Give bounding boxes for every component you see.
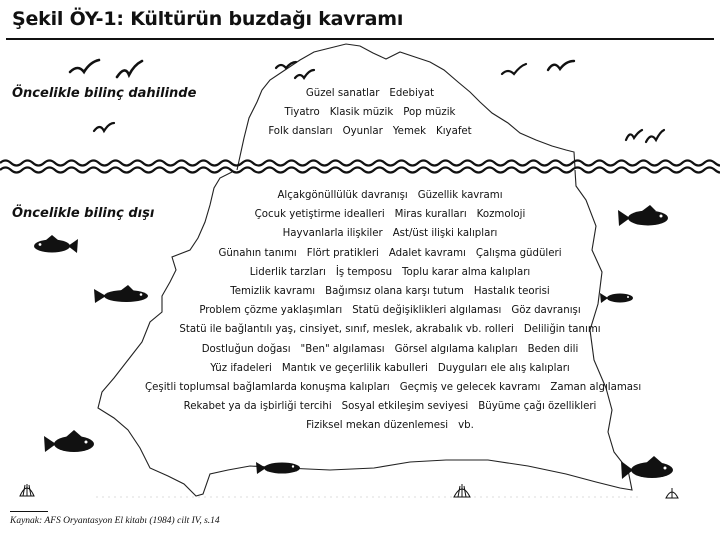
concept-item: Duyguları ele alış kalıpları (437, 362, 570, 374)
concept-item: Yemek (392, 126, 427, 138)
concept-line (140, 378, 640, 397)
concept-item: İş temposu (335, 266, 393, 278)
below-water-items (140, 186, 640, 436)
concept-item: vb. (458, 420, 474, 432)
concept-line (140, 282, 640, 301)
concept-item: Liderlik tarzları (249, 266, 326, 278)
concept-line (238, 84, 502, 103)
concept-item: Güzellik kavramı (417, 190, 503, 201)
concept-line (140, 224, 640, 243)
concept-item: Dostluğun doğası (201, 343, 291, 355)
concept-item: Fiziksel mekan düzenlemesi (306, 420, 449, 432)
concept-line (140, 186, 640, 205)
concept-line (140, 244, 640, 263)
source-caption: Kaynak: AFS Oryantasyon El kitabı (1984) cilt IV, s.14 (10, 516, 220, 526)
concept-item: Alçakgönüllülük davranışı (277, 190, 408, 201)
above-water-items (238, 84, 502, 142)
concept-item: Problem çözme yaklaşımları (199, 305, 343, 317)
concept-item: Edebiyat (389, 88, 435, 99)
concept-line (140, 359, 640, 378)
concept-item: Klasik müzik (329, 107, 394, 119)
label-conscious: Öncelikle bilinç dahilinde (12, 86, 197, 101)
concept-item: Oyunlar (342, 126, 383, 138)
fish-icon (34, 235, 78, 253)
concept-item: Göz davranışı (511, 305, 581, 317)
concept-item: Görsel algılama kalıpları (394, 343, 518, 355)
title-rule (6, 38, 714, 40)
concept-item: Ast/üst ilişki kalıpları (392, 228, 498, 240)
water-surface-wave (0, 161, 720, 166)
concept-item: Çocuk yetiştirme idealleri (254, 209, 385, 221)
concept-item: Çeşitli toplumsal bağlamlarda konuşma kalıpları (145, 382, 390, 394)
source-rule (10, 511, 48, 512)
concept-item: Güzel sanatlar (305, 88, 380, 99)
shell-icon (20, 484, 34, 496)
concept-item: Büyüme çağı özellikleri (478, 401, 597, 413)
bird-icon (548, 61, 574, 70)
bird-icon (94, 123, 114, 131)
concept-line (140, 301, 640, 320)
bird-icon (626, 130, 642, 140)
concept-item: Toplu karar alma kalıpları (402, 266, 531, 278)
concept-item: Zaman algılaması (550, 382, 642, 394)
concept-item: Kozmoloji (476, 209, 526, 221)
concept-item: Pop müzik (403, 107, 456, 119)
concept-line (140, 205, 640, 224)
concept-line (238, 122, 502, 141)
concept-item: Rekabet ya da işbirliği tercihi (183, 401, 332, 413)
concept-line (140, 263, 640, 282)
concept-item: Miras kuralları (394, 209, 467, 221)
concept-item: Tiyatro (284, 107, 320, 119)
concept-line (140, 320, 640, 339)
concept-item: Çalışma güdüleri (475, 247, 562, 259)
concept-line (140, 340, 640, 359)
fish-icon (44, 430, 94, 452)
concept-item: Günahın tanımı (218, 247, 297, 259)
concept-item: Sosyal etkileşim seviyesi (341, 401, 469, 413)
concept-item: Statü değişiklikleri algılaması (352, 305, 502, 317)
concept-line (140, 416, 640, 435)
concept-item: "Ben" algılaması (300, 343, 385, 355)
shell-icon (666, 488, 678, 498)
bird-icon (70, 60, 99, 72)
concept-item: Folk dansları (268, 126, 333, 138)
concept-item: Hayvanlarla ilişkiler (282, 228, 383, 240)
water-surface-wave (0, 168, 720, 173)
label-unconscious: Öncelikle bilinç dışı (12, 206, 155, 221)
concept-item: Adalet kavramı (388, 247, 466, 259)
concept-item: Flört pratikleri (306, 247, 379, 259)
bird-icon (502, 64, 526, 74)
bird-icon (295, 70, 314, 78)
concept-item: Mantık ve geçerlilik kabulleri (281, 362, 428, 374)
bird-icon (117, 61, 142, 77)
bird-icon (646, 130, 664, 142)
concept-item: Kıyafet (436, 126, 472, 138)
fish-icon (256, 462, 300, 474)
concept-item: Deliliğin tanımı (523, 324, 601, 336)
shell-icon (454, 484, 470, 497)
concept-item: Yüz ifadeleri (210, 362, 272, 374)
concept-item: Temizlik kavramı (230, 286, 316, 298)
concept-item: Bağımsız olana karşı tutum (325, 286, 464, 298)
concept-line (238, 103, 502, 122)
concept-item: Hastalık teorisi (473, 286, 550, 298)
concept-item: Geçmiş ve gelecek kavramı (399, 382, 541, 394)
concept-item: Statü ile bağlantılı yaş, cinsiyet, sınıf, meslek, akrabalık vb. rolleri (179, 324, 514, 336)
concept-line (140, 397, 640, 416)
figure-title: Şekil ÖY-1: Kültürün buzdağı kavramı (12, 8, 404, 30)
concept-item: Beden dili (527, 343, 579, 355)
